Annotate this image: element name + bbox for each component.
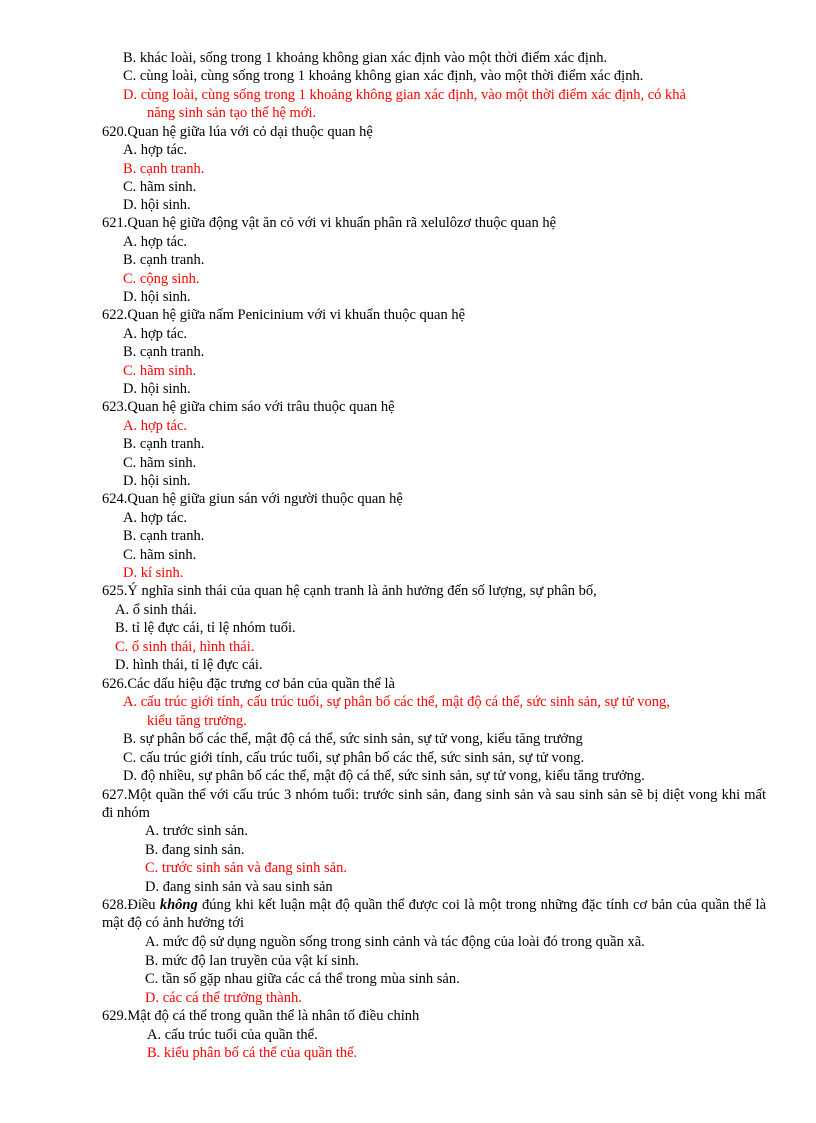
q628-question [102, 896, 766, 932]
q622-option-a: A. hợp tác. [123, 326, 188, 342]
q622-option-c-answer: C. hãm sinh. [123, 363, 197, 379]
q620-option-d: D. hội sinh. [123, 197, 191, 213]
q628-keyword: không [159, 897, 198, 913]
q628-option-c: C. tần số gặp nhau giữa các cá thể trong mùa sinh sản. [145, 971, 460, 987]
q621-option-d: D. hội sinh. [123, 289, 191, 305]
q624-option-a: A. hợp tác. [123, 510, 188, 526]
q621-question: 621.Quan hệ giữa động vật ăn cỏ với vi khuẩn phân rã xelulôzơ thuộc quan hệ [102, 215, 557, 231]
q619-option-c: C. cùng loài, cùng sống trong 1 khoảng không gian xác định, vào một thời điểm xác định. [123, 68, 644, 84]
q626-option-d: D. độ nhiều, sự phân bố các thể, mật độ cá thể, sức sinh sản, sự tử vong, kiểu tăng trưởng. [123, 768, 645, 784]
q627-question: 627.Một quần thể với cấu trúc 3 nhóm tuổi: trước sinh sản, đang sinh sản và sau sinh sản sẽ bị diệt vong khi mất đi nhóm [102, 787, 766, 821]
q623-option-c: C. hãm sinh. [123, 455, 197, 471]
q621-option-b: B. cạnh tranh. [123, 252, 205, 268]
q627-option-a: A. trước sinh sản. [145, 823, 248, 839]
q619-option-d-continuation: năng sinh sản tạo thế hệ mới. [147, 105, 317, 121]
q620-option-b-answer: B. cạnh tranh. [123, 161, 205, 177]
q629-option-b-answer: B. kiểu phân bố cá thể của quần thể. [147, 1045, 358, 1061]
q624-option-c: C. hãm sinh. [123, 547, 197, 563]
q628-option-a: A. mức độ sử dụng nguồn sống trong sinh cảnh và tác động của loài đó trong quần xã. [145, 934, 645, 950]
q629-option-a: A. cấu trúc tuổi của quần thể. [147, 1027, 318, 1043]
q621-option-c-answer: C. cộng sinh. [123, 271, 200, 287]
q620-option-a: A. hợp tác. [123, 142, 188, 158]
q623-option-a-answer: A. hợp tác. [123, 418, 188, 434]
q627-option-b: B. đang sinh sản. [145, 842, 245, 858]
q626-option-a-answer: A. cấu trúc giới tính, cấu trúc tuổi, sự phân bố các thể, mật độ cá thể, sức sinh sản, sự tử vong, [123, 694, 670, 710]
q628-question-end: đúng khi kết luận mật độ quần thể được coi là một trong những đặc tính cơ bản của quần thể là mật độ có ảnh hưởng tới [102, 897, 767, 931]
q624-option-b: B. cạnh tranh. [123, 528, 205, 544]
q628-option-d-answer: D. các cá thể trưởng thành. [145, 990, 302, 1006]
q627-option-d: D. đang sinh sản và sau sinh sản [145, 879, 333, 895]
q623-option-b: B. cạnh tranh. [123, 436, 205, 452]
q625-option-b: B. tỉ lệ đực cái, tỉ lệ nhóm tuổi. [115, 620, 296, 636]
q624-option-d-answer: D. kí sinh. [123, 565, 184, 581]
q626-question: 626.Các dấu hiệu đặc trưng cơ bản của quần thể là [102, 676, 395, 692]
q619-option-b: B. khác loài, sống trong 1 khoảng không gian xác định vào một thời điểm xác định. [123, 50, 608, 66]
q622-option-b: B. cạnh tranh. [123, 344, 205, 360]
q625-question: 625.Ý nghĩa sinh thái của quan hệ cạnh tranh là ảnh hưởng đến số lượng, sự phân bố, [102, 583, 597, 599]
q622-option-d: D. hội sinh. [123, 381, 191, 397]
q626-option-c: C. cấu trúc giới tính, cấu trúc tuổi, sự phân bố các thể, sức sinh sản, sự tử vong. [123, 750, 585, 766]
q620-option-c: C. hãm sinh. [123, 179, 197, 195]
q625-option-c-answer: C. ổ sinh thái, hình thái. [115, 639, 255, 655]
q620-question: 620.Quan hệ giữa lúa với cỏ dại thuộc quan hệ [102, 124, 373, 140]
q625-option-d: D. hình thái, tỉ lệ đực cái. [115, 657, 263, 673]
q623-option-d: D. hội sinh. [123, 473, 191, 489]
q625-option-a: A. ổ sinh thái. [115, 602, 197, 618]
q621-option-a: A. hợp tác. [123, 234, 188, 250]
q629-question: 629.Mật độ cá thể trong quần thể là nhân tố điều chỉnh [102, 1008, 420, 1024]
q626-option-b: B. sự phân bố các thể, mật độ cá thể, sức sinh sản, sự tử vong, kiểu tăng trưởng [123, 731, 583, 747]
q627-option-c-answer: C. trước sinh sản và đang sinh sản. [145, 860, 347, 876]
q628-question-start: 628.Điều [102, 897, 160, 913]
q622-question: 622.Quan hệ giữa nấm Penicinium với vi khuẩn thuộc quan hệ [102, 307, 466, 323]
q626-option-a-continuation: kiểu tăng trưởng. [147, 713, 247, 729]
q619-option-d-answer: D. cùng loài, cùng sống trong 1 khoảng không gian xác định, vào một thời điểm xác định, có khả [123, 87, 686, 103]
q624-question: 624.Quan hệ giữa giun sán với người thuộc quan hệ [102, 491, 403, 507]
q628-option-b: B. mức độ lan truyền của vật kí sinh. [145, 953, 360, 969]
q623-question: 623.Quan hệ giữa chim sáo với trâu thuộc quan hệ [102, 399, 395, 415]
